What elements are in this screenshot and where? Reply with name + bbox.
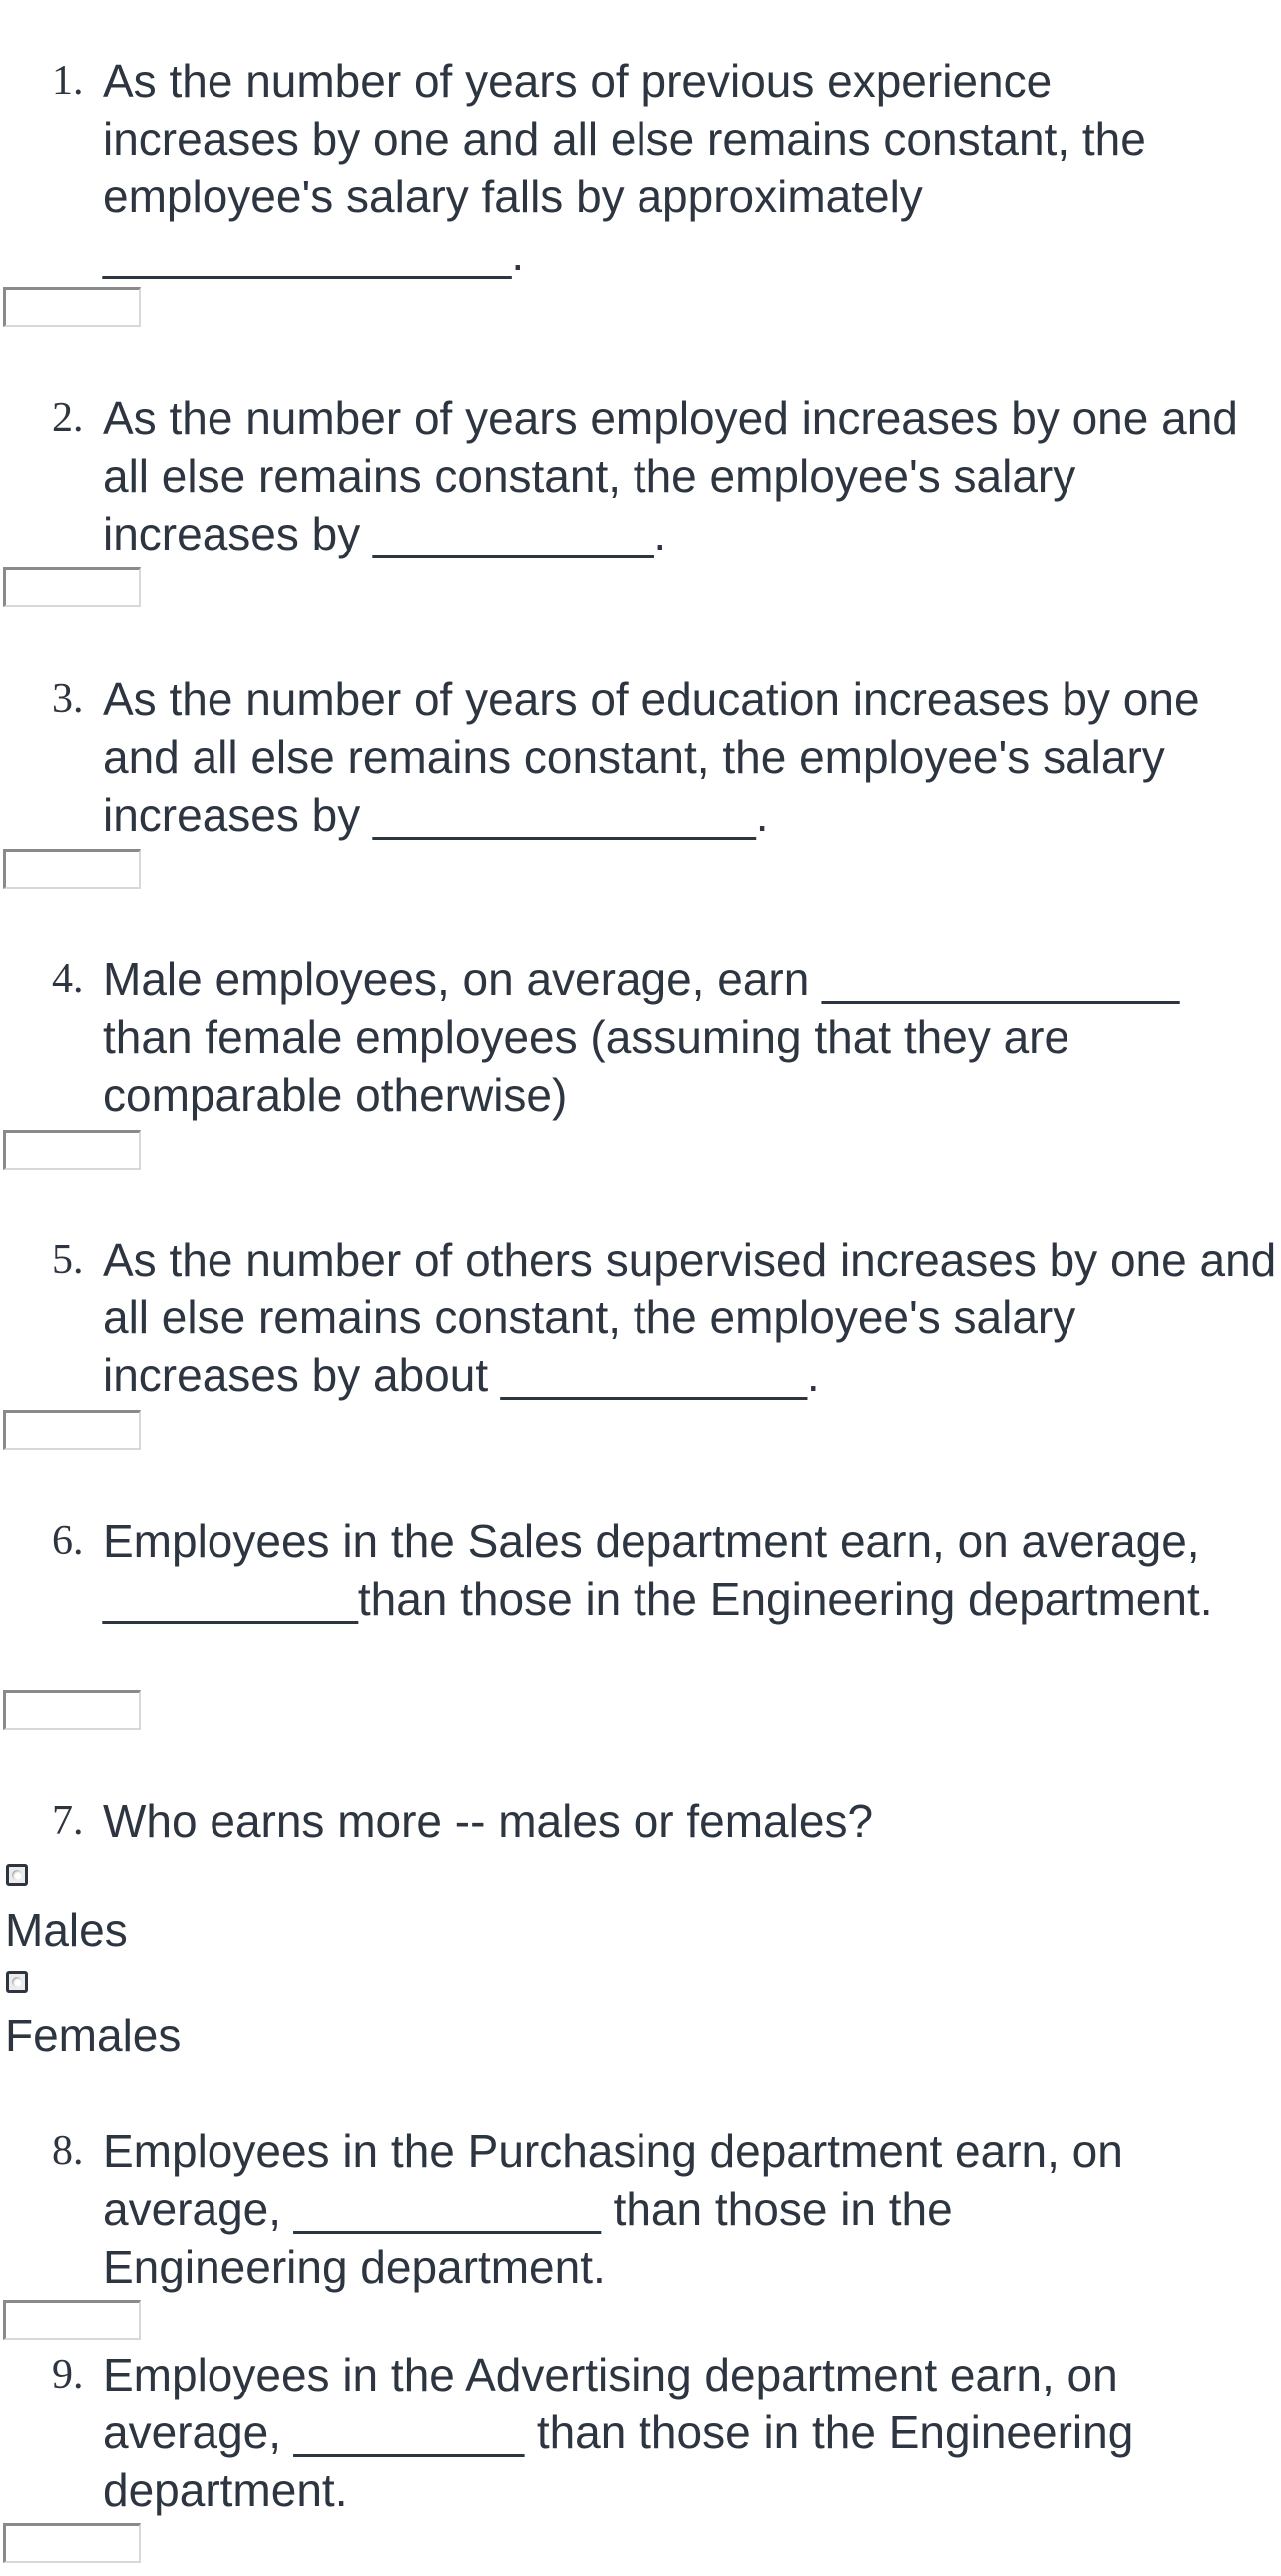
answer-input-1[interactable] — [3, 287, 141, 327]
answer-input-9[interactable] — [3, 2523, 141, 2563]
question-text: Who earns more -- males or females? — [103, 1795, 874, 1847]
question-text: Employees in the Sales department earn, on average, __________than those in the Engineering department. — [103, 1515, 1213, 1625]
question-number: 7. — [52, 1798, 84, 1844]
question-number: 5. — [52, 1237, 84, 1283]
answer-input-3[interactable] — [3, 849, 141, 889]
answer-input-5[interactable] — [3, 1410, 141, 1450]
question-text: Employees in the Purchasing department earn, on average, ____________ than those in the Engineering department. — [103, 2125, 1123, 2293]
question-text: Male employees, on average, earn ______________ than female employees (assuming that they are comparable otherwise) — [103, 953, 1180, 1121]
question-text: As the number of years of education increases by one and all else remains constant, the employee's salary increases by _______________. — [103, 673, 1200, 841]
question-number: 8. — [52, 2128, 84, 2174]
question-text: As the number of years of previous experience increases by one and all else remains constant, the employee's salary falls by approximately ________________. — [103, 55, 1146, 280]
option-label-males: Males — [5, 1904, 128, 1956]
question-number: 9. — [52, 2352, 84, 2397]
question-text: Employees in the Advertising department earn, on average, _________ than those in the Engineering department. — [103, 2349, 1134, 2516]
answer-input-4[interactable] — [3, 1130, 141, 1170]
question-number: 4. — [52, 956, 84, 1002]
radio-females[interactable] — [6, 1971, 28, 1993]
question-text: As the number of years employed increases by one and all else remains constant, the employee's salary increases by ___________. — [103, 392, 1238, 559]
question-number: 2. — [52, 395, 84, 441]
answer-input-6[interactable] — [3, 1690, 141, 1730]
question-number: 6. — [52, 1518, 84, 1564]
question-number: 1. — [52, 58, 84, 104]
option-label-females: Females — [5, 2010, 182, 2061]
answer-input-8[interactable] — [3, 2300, 141, 2340]
radio-males[interactable] — [6, 1864, 28, 1886]
answer-input-2[interactable] — [3, 567, 141, 607]
question-text: As the number of others supervised increases by one and all else remains constant, the employee's salary increases by about ____________. — [103, 1234, 1277, 1401]
question-number: 3. — [52, 676, 84, 722]
